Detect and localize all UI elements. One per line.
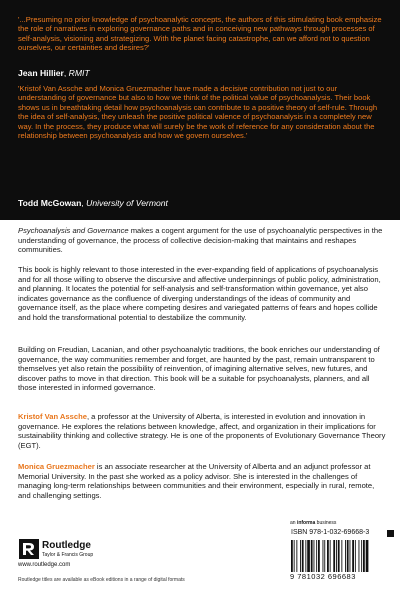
- description-paragraph-1: [18, 226, 386, 255]
- barcode-bar: [302, 540, 304, 572]
- barcode-bar: [330, 540, 331, 572]
- endorsement-quote-1: '...Presuming no prior knowledge of psychoanalytic concepts, the authors of this stimulating book emphasize the role of narratives in exploring governance paths and in conceiving new pathways through processes of self-analysis, visioning and strategizing. With the planet facing catastrophe, can we afford not to question ourselves, our certainties and desires?': [18, 15, 382, 53]
- barcode-bar: [294, 540, 295, 572]
- ebook-availability-note: Routledge titles are available as eBook editions in a range of digital formats: [18, 577, 185, 583]
- barcode-bar: [318, 540, 320, 572]
- endorser-name-1: Jean Hillier: [18, 68, 64, 78]
- barcode-bar: [345, 540, 346, 572]
- endorsement-quote-2: 'Kristof Van Assche and Monica Gruezmacher have made a decisive contribution not just to our understanding of governance but also to how we think of the political value of psychoanalysis. Their book shows us in breathtaking detail how psychoanalysis can contribute to a positive theory of self-rule. Through the idea of self-analysis, they unleash the positive political valence of psychoanalysis in a completely new way. In the process, they produce what will surely be the work of reference for any consideration about the relationship between psychoanalysis and how we govern ourselves.': [18, 84, 378, 141]
- endorser-affiliation-1: RMIT: [68, 68, 90, 78]
- informa-suffix: business: [315, 520, 337, 526]
- barcode-bar: [359, 540, 360, 572]
- barcode-bar: [314, 540, 315, 572]
- author-bio-text-1: , a professor at the University of Alberta, is interested in evolution and innovation in governance. He explores the relations between knowledge, affect, and organization in their implications for sustainability thinking and collective strategy. He is one of the proponents of Evolutionary Governance Theory (EGT).: [18, 412, 386, 450]
- barcode-graphic: [290, 540, 394, 574]
- barcode-bar: [311, 540, 313, 572]
- author-bio-2: [18, 462, 386, 500]
- description-paragraph-3: Building on Freudian, Lacanian, and other psychoanalytic traditions, the book enriches our understanding of governance, the way communities remember and forget, are haunted by the past, remain untransparent to themselves yet also retain the possibility of reinvention, of imagining alternative selves, new futures, and discover paths to move in that direction. This book will be a suitable for psychoanalysts, planners, and all those interested in informed governance.: [18, 345, 380, 393]
- endorsements-panel: [0, 0, 400, 220]
- barcode-bar: [323, 540, 324, 572]
- barcode-bar: [352, 540, 354, 572]
- publisher-group: Taylor & Francis Group: [42, 552, 94, 558]
- isbn-label: ISBN 978-1-032-69668-3: [291, 529, 370, 536]
- barcode-bar: [300, 540, 301, 572]
- barcode-bar: [347, 540, 349, 572]
- barcode-bar: [324, 540, 325, 572]
- book-title: Psychoanalysis and Governance: [18, 226, 129, 235]
- barcode-bar: [338, 540, 340, 572]
- barcode-bar: [366, 540, 369, 572]
- publisher-name: Routledge: [42, 540, 91, 551]
- barcode-bar: [333, 540, 335, 572]
- author-name-1: Kristof Van Assche: [18, 412, 87, 421]
- barcode-bar: [291, 540, 293, 572]
- barcode-bar: [350, 540, 351, 572]
- author-bio-text-2: is an associate researcher at the University of Alberta and an adjunct professor at Memorial University. In the past she worked as a policy advisor. She is interested in the challenges of managing long-term relationships between communities and their environment, especially in rural, remote, and challenging settings.: [18, 462, 375, 500]
- barcode-bar: [361, 540, 362, 572]
- barcode-bar: [305, 540, 306, 572]
- description-paragraph-2: This book is highly relevant to those interested in the ever-expanding field of applications of psychoanalysis and for all those willing to observe the discursive and affective underpinnings of public policy, administration, and planning. It locates the potential for self-analysis and self-transformation within governance, yet also indicates governance as the confluence of diverging understandings of the ideas of community and governance itself, as the place where competing desires and variegated patterns of fears and hopes collide and hold the transformational potential to destabilize the community.: [18, 265, 381, 322]
- endorser-name-2: Todd McGowan: [18, 198, 82, 208]
- isbn-barcode-box: [288, 526, 396, 586]
- barcode-bar: [341, 540, 342, 572]
- informa-prefix: an: [290, 520, 297, 526]
- endorser-affiliation-2: University of Vermont: [86, 198, 168, 208]
- barcode-bar: [327, 540, 329, 572]
- barcode-bar: [336, 540, 337, 572]
- barcode-bar: [316, 540, 317, 572]
- informa-brand: informa: [296, 520, 316, 526]
- barcode-bar: [296, 540, 297, 572]
- description-p1-text: makes a cogent argument for the use of psychoanalytic perspectives in the understanding of governance, the process of collective decision-making that maintains and reshapes communities.: [18, 226, 383, 255]
- barcode-bar: [307, 540, 310, 572]
- author-bio-1: [18, 412, 386, 450]
- barcode-bar: [355, 540, 356, 572]
- barcode-number: 9 781032 696683: [290, 572, 356, 581]
- routledge-logo: [18, 538, 138, 578]
- endorsement-attribution-1: Jean Hillier, RMIT: [18, 68, 90, 78]
- routledge-logo-icon: [18, 538, 40, 560]
- barcode-bar: [363, 540, 365, 572]
- price-block: [387, 530, 394, 537]
- author-name-2: Monica Gruezmacher: [18, 462, 95, 471]
- publisher-website: www.routledge.com: [18, 562, 71, 568]
- endorsement-attribution-2: Todd McGowan, University of Vermont: [18, 198, 168, 208]
